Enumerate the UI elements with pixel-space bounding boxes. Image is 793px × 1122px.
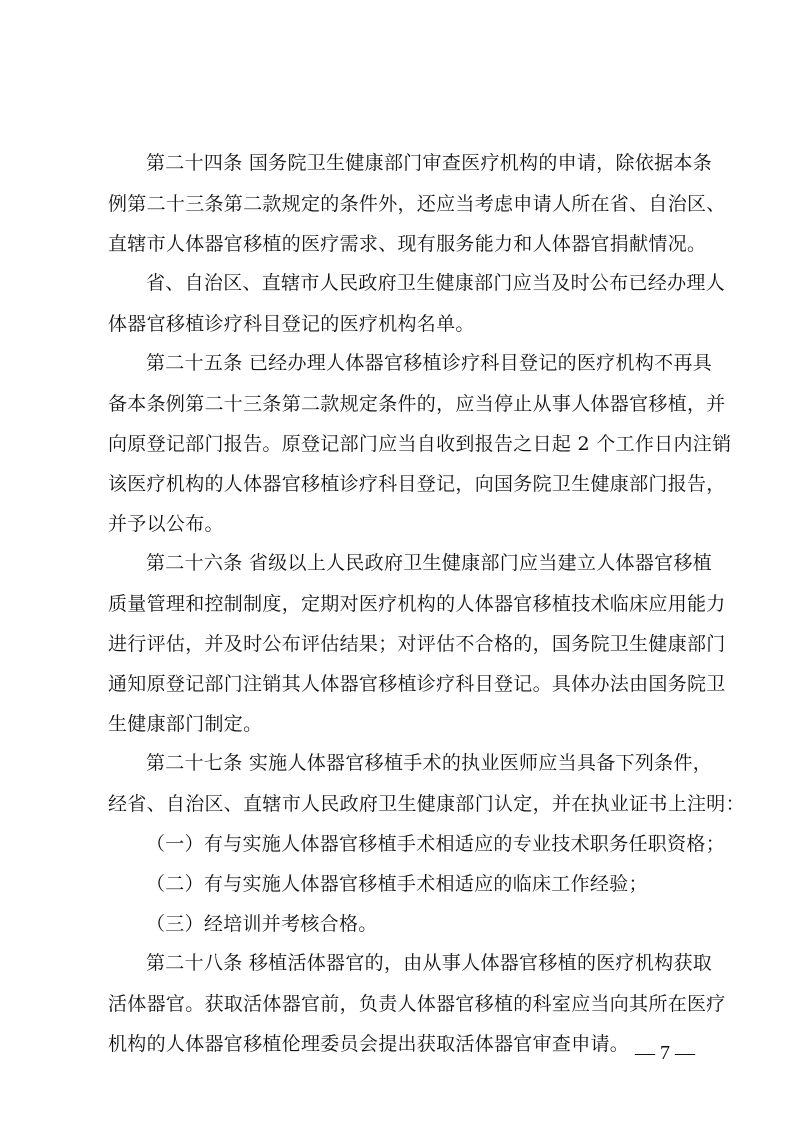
article-25-line-2: 备本条例第二十三条第二款规定条件的，应当停止从事人体器官移植，并 — [108, 393, 726, 415]
article-26-line-3: 进行评估，并及时公布评估结果；对评估不合格的，国务院卫生健康部门 — [108, 633, 726, 655]
article-25-line-5: 并予以公布。 — [108, 513, 224, 535]
article-27-line-2: 经省、自治区、直辖市人民政府卫生健康部门认定，并在执业证书上注明： — [108, 793, 745, 815]
article-27-item-3: （三）经培训并考核合格。 — [146, 913, 378, 935]
article-26-line-5: 生健康部门制定。 — [108, 713, 263, 735]
page-number: — 7 — — [635, 1042, 695, 1064]
article-24-line-3: 直辖市人体器官移植的医疗需求、现有服务能力和人体器官捐献情况。 — [108, 233, 707, 255]
article-25-line-3: 向原登记部门报告。原登记部门应当自收到报告之日起 2 个工作日内注销 — [108, 433, 732, 455]
article-28-line-3: 机构的人体器官移植伦理委员会提出获取活体器官审查申请。 — [108, 1033, 630, 1055]
article-28-line-1: 第二十八条 移植活体器官的，由从事人体器官移植的医疗机构获取 — [146, 952, 713, 974]
article-26-line-4: 通知原登记部门注销其人体器官移植诊疗科目登记。具体办法由国务院卫 — [108, 673, 726, 695]
article-26-line-2: 质量管理和控制制度，定期对医疗机构的人体器官移植技术临床应用能力 — [108, 593, 726, 615]
article-27-item-2: （二）有与实施人体器官移植手术相适应的临床工作经验； — [146, 873, 648, 895]
article-26-line-1: 第二十六条 省级以上人民政府卫生健康部门应当建立人体器官移植 — [146, 552, 713, 574]
article-28-line-2: 活体器官。获取活体器官前，负责人体器官移植的科室应当向其所在医疗 — [108, 993, 726, 1015]
article-24-line-1: 第二十四条 国务院卫生健康部门审查医疗机构的申请，除依据本条 — [146, 152, 713, 174]
article-25-line-4: 该医疗机构的人体器官移植诊疗科目登记，向国务院卫生健康部门报告， — [108, 473, 726, 495]
article-24-para2-line-2: 体器官移植诊疗科目登记的医疗机构名单。 — [108, 313, 475, 335]
article-24-para2-line-1: 省、自治区、直辖市人民政府卫生健康部门应当及时公布已经办理人 — [146, 272, 726, 294]
article-27-line-1: 第二十七条 实施人体器官移植手术的执业医师应当具备下列条件， — [146, 752, 713, 774]
article-24-line-2: 例第二十三条第二款规定的条件外，还应当考虑申请人所在省、自治区、 — [108, 193, 726, 215]
article-27-item-1: （一）有与实施人体器官移植手术相适应的专业技术职务任职资格； — [146, 833, 726, 855]
article-25-line-1: 第二十五条 已经办理人体器官移植诊疗科目登记的医疗机构不再具 — [146, 352, 713, 374]
